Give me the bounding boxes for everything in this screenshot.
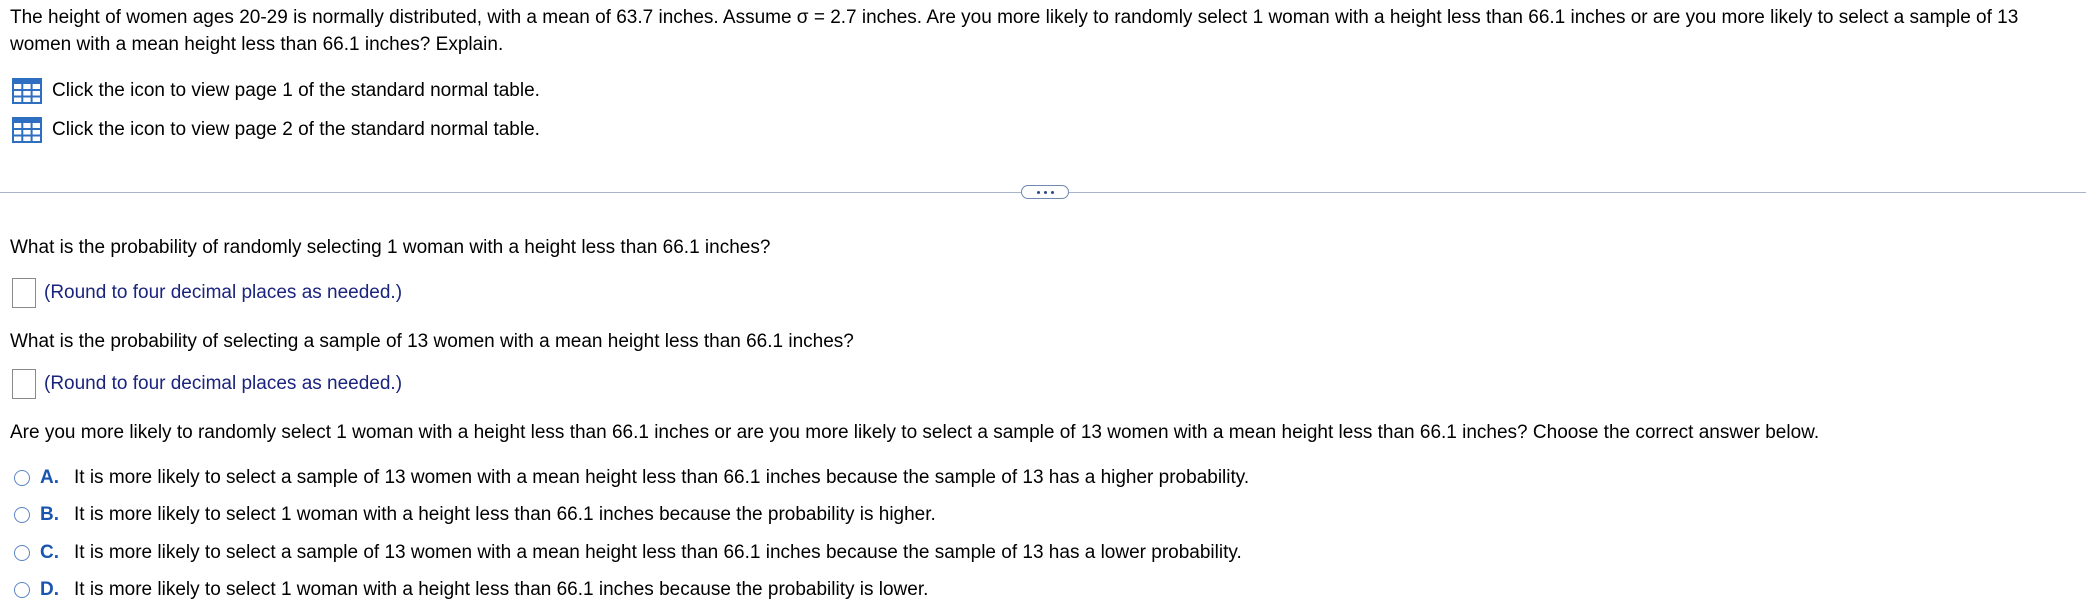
choice-letter: C.	[40, 542, 59, 563]
question-2: What is the probability of selecting a sample of 13 women with a mean height less than 66.1 inches?	[10, 331, 854, 352]
radio-button[interactable]	[14, 545, 30, 561]
link-label: Click the icon to view page 1 of the standard normal table.	[52, 80, 540, 101]
choice-letter: D.	[40, 579, 59, 600]
choice-text: It is more likely to select 1 woman with a height less than 66.1 inches because the probability is higher.	[74, 504, 936, 525]
choice-a[interactable]	[14, 464, 1249, 492]
rounding-hint: (Round to four decimal places as needed.)	[44, 373, 403, 394]
more-dots-icon	[1051, 191, 1054, 194]
link-label: Click the icon to view page 2 of the standard normal table.	[52, 119, 540, 140]
choice-text: It is more likely to select 1 woman with a height less than 66.1 inches because the probability is lower.	[74, 579, 929, 600]
rounding-hint: (Round to four decimal places as needed.)	[44, 282, 403, 303]
question-3: Are you more likely to randomly select 1 woman with a height less than 66.1 inches or are you more likely to select a sample of 13 women with a mean height less than 66.1 inches? Choose the correct answer below.	[10, 422, 1820, 443]
expand-collapse-button[interactable]	[1021, 185, 1069, 199]
answer-row-1	[12, 277, 402, 309]
standard-normal-table-page2-link[interactable]	[12, 116, 540, 144]
answer-input-1[interactable]	[12, 278, 36, 308]
answer-input-2[interactable]	[12, 369, 36, 399]
choice-b[interactable]	[14, 501, 936, 529]
more-dots-icon	[1044, 191, 1047, 194]
standard-normal-table-page1-link[interactable]	[12, 77, 540, 105]
choice-c[interactable]	[14, 539, 1242, 567]
choice-letter: B.	[40, 504, 59, 525]
radio-button[interactable]	[14, 470, 30, 486]
choice-text: It is more likely to select a sample of 13 women with a mean height less than 66.1 inches because the sample of 13 has a lower probability.	[74, 542, 1242, 563]
radio-button[interactable]	[14, 507, 30, 523]
radio-button[interactable]	[14, 582, 30, 598]
choice-text: It is more likely to select a sample of 13 women with a mean height less than 66.1 inches because the sample of 13 has a higher probability.	[74, 467, 1250, 488]
answer-row-2	[12, 368, 402, 400]
choice-letter: A.	[40, 467, 59, 488]
table-icon[interactable]	[12, 117, 42, 143]
more-dots-icon	[1037, 191, 1040, 194]
question-1: What is the probability of randomly selecting 1 woman with a height less than 66.1 inches?	[10, 237, 771, 258]
table-icon[interactable]	[12, 78, 42, 104]
choice-d[interactable]	[14, 576, 928, 604]
problem-statement: The height of women ages 20-29 is normally distributed, with a mean of 63.7 inches. Assume σ = 2.7 inches. Are you more likely to randomly select 1 woman with a height less than 66.1 inches or are you more likely to select a sample of 13 women with a mean height less than 66.1 inches? Explain.	[10, 7, 2019, 55]
